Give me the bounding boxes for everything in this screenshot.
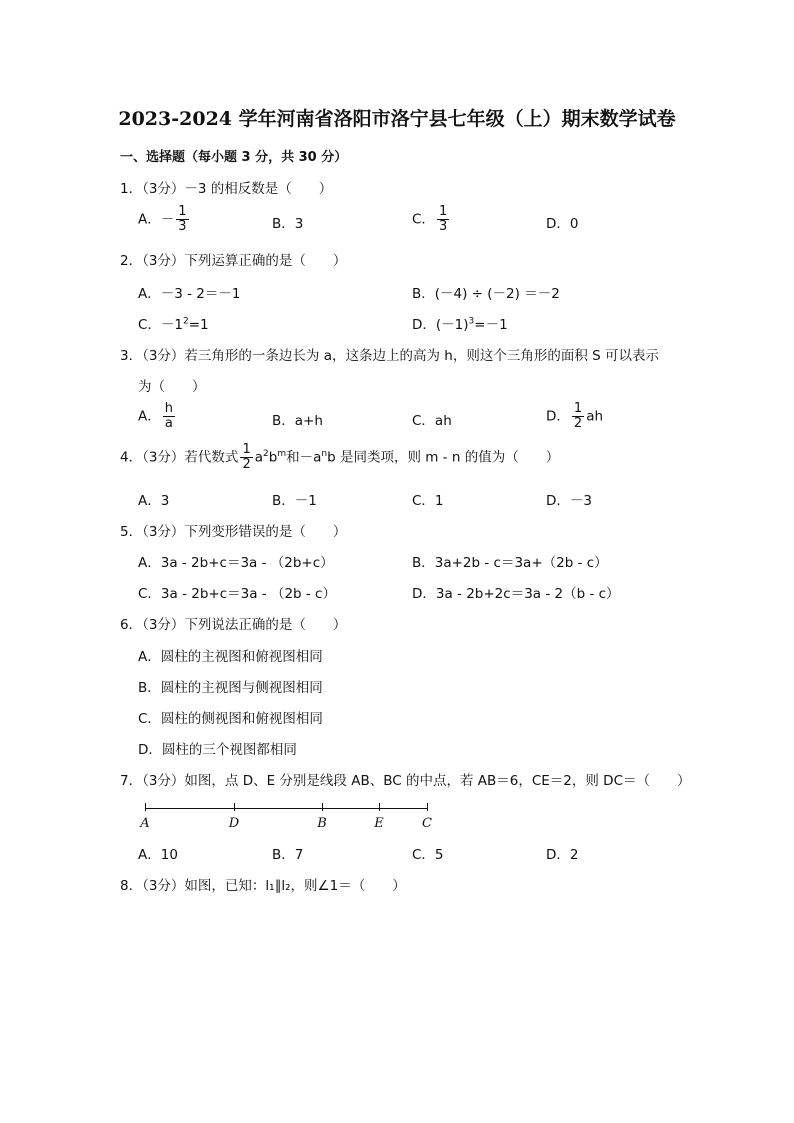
question-4-option-a: A．3 xyxy=(138,493,170,509)
option-c-result: =1 xyxy=(188,317,209,333)
point-label-b: B xyxy=(317,816,327,831)
tick-d xyxy=(234,803,235,811)
page-title: 2023-2024 学年河南省洛阳市洛宁县七年级（上）期末数学试卷 xyxy=(118,108,676,130)
term: 和－a xyxy=(286,449,322,466)
question-4-option-d: D．－3 xyxy=(546,493,592,509)
option-d-base: D．(－1) xyxy=(412,317,469,333)
question-6-option-a: A．圆柱的主视图和俯视图相同 xyxy=(138,649,323,665)
fraction-numerator: h xyxy=(164,401,173,416)
fraction xyxy=(240,443,252,472)
question-4-stem xyxy=(120,443,559,472)
exponent: m xyxy=(277,449,287,459)
option-c-prefix: C． xyxy=(412,211,435,228)
question-6-option-b: B．圆柱的主视图与侧视图相同 xyxy=(138,680,323,696)
tick-e xyxy=(379,803,380,811)
option-a-prefix: A．－ xyxy=(138,211,175,228)
question-7-option-b: B．7 xyxy=(272,847,304,863)
question-4-option-c: C．1 xyxy=(412,493,444,509)
segment-line xyxy=(145,808,428,809)
question-5-stem: 5．（3分）下列变形错误的是（ ） xyxy=(120,524,347,540)
question-7-option-d: D．2 xyxy=(546,847,579,863)
fraction xyxy=(176,205,188,234)
question-5-option-a: A．3a - 2b+c＝3a - （2b+c） xyxy=(138,555,334,571)
fraction xyxy=(572,402,584,431)
tick-a xyxy=(145,803,146,811)
question-3-option-c: C．ah xyxy=(412,413,452,429)
variable: a xyxy=(254,449,263,466)
point-label-a: A xyxy=(140,816,150,831)
exponent: n xyxy=(321,449,328,459)
option-d-result: =－1 xyxy=(474,317,508,333)
exponent: 2 xyxy=(183,316,189,327)
stem-suffix: b 是同类项，则 m - n 的值为（ ） xyxy=(327,449,560,466)
fraction-denominator: 2 xyxy=(573,416,583,431)
question-3-option-d xyxy=(546,402,603,431)
question-4-option-b: B．－1 xyxy=(272,493,317,509)
line-segment-figure xyxy=(140,806,432,831)
fraction-denominator: 3 xyxy=(178,219,187,234)
question-7-option-c: C．5 xyxy=(412,847,444,863)
question-2-option-a: A．－3 - 2＝－1 xyxy=(138,286,241,302)
fraction-numerator: 1 xyxy=(178,204,187,219)
tick-b xyxy=(322,803,323,811)
section-heading: 一、选择题（每小题 3 分，共 30 分） xyxy=(120,150,348,165)
exponent: 2 xyxy=(263,449,269,459)
question-6-stem: 6．（3分）下列说法正确的是（ ） xyxy=(120,617,347,633)
question-3-option-a xyxy=(138,402,177,431)
fraction xyxy=(163,402,175,431)
question-5-option-b: B．3a+2b - c＝3a+（2b - c） xyxy=(412,555,608,571)
question-3-stem: 3．（3分）若三角形的一条边长为 a，这条边上的高为 h，则这个三角形的面积 S 可以表示 xyxy=(120,348,659,364)
fraction-denominator: 2 xyxy=(242,457,251,472)
question-3-option-b: B．a+h xyxy=(272,413,323,429)
point-label-c: C xyxy=(422,816,432,831)
question-2-option-d xyxy=(412,313,508,333)
variable: b xyxy=(268,449,278,466)
question-5-option-d: D．3a - 2b+2c＝3a - 2（b - c） xyxy=(412,586,620,602)
question-7-stem: 7．（3分）如图，点 D、E 分别是线段 AB、BC 的中点，若 AB＝6，CE＝2，则 DC＝（ ） xyxy=(120,773,691,789)
fraction-numerator: 1 xyxy=(242,442,251,457)
question-1-option-b: B．3 xyxy=(272,216,304,232)
option-a-prefix: A． xyxy=(138,408,161,425)
question-1-option-a xyxy=(138,205,191,234)
fraction-numerator: 1 xyxy=(573,401,583,416)
tick-c xyxy=(427,803,428,811)
fraction-denominator: 3 xyxy=(438,219,448,234)
question-5-option-c: C．3a - 2b+c＝3a - （2b - c） xyxy=(138,586,336,602)
question-2-stem: 2．（3分）下列运算正确的是（ ） xyxy=(120,253,347,269)
question-2-option-c xyxy=(138,313,209,333)
question-2-option-b: B．(－4) ÷ (－2) ＝－2 xyxy=(412,286,560,302)
question-7-option-a: A．10 xyxy=(138,847,178,863)
option-c-base: C．－1 xyxy=(138,317,184,333)
stem-prefix: 4．（3分）若代数式 xyxy=(120,449,239,466)
fraction-denominator: a xyxy=(164,416,173,431)
question-6-option-d: D．圆柱的三个视图都相同 xyxy=(138,742,297,758)
fraction-numerator: 1 xyxy=(438,204,448,219)
question-6-option-c: C．圆柱的侧视图和俯视图相同 xyxy=(138,711,323,727)
question-8-stem: 8．（3分）如图，已知：l₁∥l₂，则∠1＝（ ） xyxy=(120,878,406,894)
question-1-stem: 1．（3分）－3 的相反数是（ ） xyxy=(120,181,333,197)
exponent: 3 xyxy=(468,316,475,327)
point-label-e: E xyxy=(374,816,384,831)
fraction xyxy=(437,205,449,234)
question-1-option-d: D．0 xyxy=(546,216,579,232)
option-d-prefix: D． xyxy=(546,408,570,425)
option-d-suffix: ah xyxy=(586,408,604,425)
question-3-stem-continued: 为（ ） xyxy=(138,379,206,395)
question-1-option-c xyxy=(412,205,451,234)
point-label-d: D xyxy=(228,816,240,831)
